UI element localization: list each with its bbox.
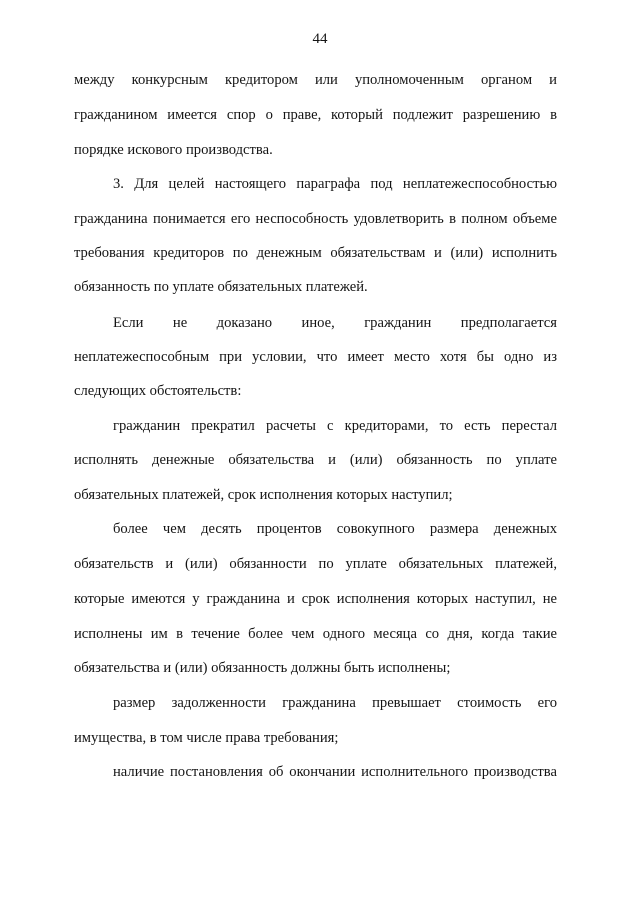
text-line: следующих обстоятельств: — [74, 383, 242, 399]
page-number: 44 — [312, 31, 328, 47]
text-line: обязанность по уплате обязательных платежей. — [74, 279, 368, 295]
text-line: исполнять денежные обязательства и (или) обязанность по уплате — [74, 452, 557, 468]
text-line: наличие постановления об окончании исполнительного производства — [113, 764, 557, 780]
text-line: размер задолженности гражданина превышает стоимость его — [113, 695, 557, 711]
text-line: имущества, в том числе права требования; — [74, 730, 339, 746]
text-line: более чем десять процентов совокупного размера денежных — [113, 521, 557, 537]
text-line: 3. Для целей настоящего параграфа под неплатежеспособностью — [113, 176, 557, 192]
text-line: обязательства и (или) обязанность должны быть исполнены; — [74, 660, 451, 676]
text-line: которые имеются у гражданина и срок исполнения которых наступил, не — [74, 591, 557, 607]
text-line: порядке искового производства. — [74, 142, 273, 158]
text-line: обязательств и (или) обязанности по уплате обязательных платежей, — [74, 556, 557, 572]
text-line: гражданином имеется спор о праве, который подлежит разрешению в — [74, 107, 557, 123]
text-line: гражданин прекратил расчеты с кредиторами, то есть перестал — [113, 418, 557, 434]
text-line: Если не доказано иное, гражданин предполагается — [113, 315, 557, 331]
text-line: исполнены им в течение более чем одного месяца со дня, когда такие — [74, 626, 557, 642]
text-line: обязательных платежей, срок исполнения которых наступил; — [74, 487, 453, 503]
text-line: неплатежеспособным при условии, что имеет место хотя бы одно из — [74, 349, 557, 365]
text-line: требования кредиторов по денежным обязательствам и (или) исполнить — [74, 245, 557, 261]
text-line: гражданина понимается его неспособность удовлетворить в полном объеме — [74, 211, 557, 227]
text-line: между конкурсным кредитором или уполномоченным органом и — [74, 72, 557, 88]
